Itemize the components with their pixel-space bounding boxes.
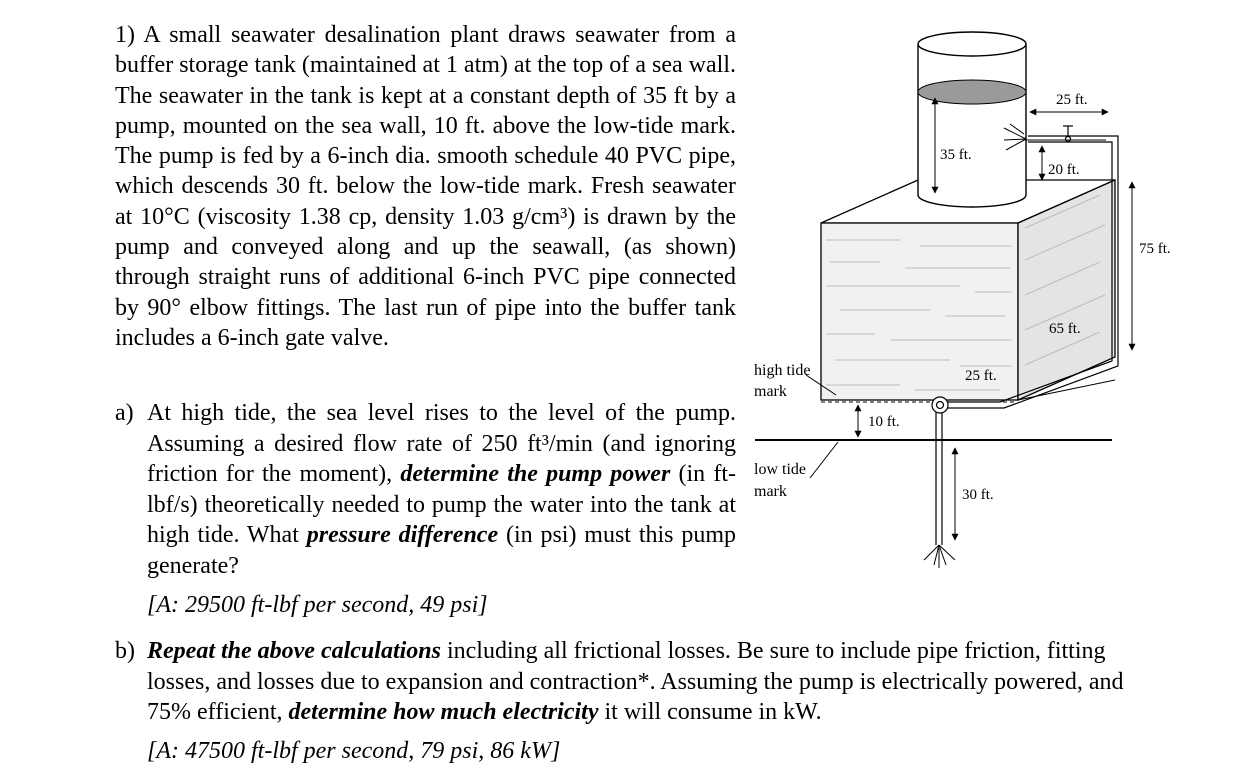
part-b (115, 636, 1145, 728)
buffer-tank (918, 32, 1026, 207)
label-high-tide-1: high tide (754, 362, 811, 379)
label-pump-height: 10 ft. (868, 414, 900, 430)
part-a-text-3: (in psi) must this pump generate? (147, 522, 736, 579)
part-a-label: a) (115, 400, 134, 426)
problem-intro: 1) A small seawater desalination plant draws seawater from a buffer storage tank (maintained at 1 atm) at the top of a sea wall. The seawater in the tank is kept at a constant depth of 35 ft by a pump, mounted on the sea wall, 10 ft. above the low-tide mark. The pump is fed by a 6-inch dia. smooth schedule 40 PVC pipe, which descends 30 ft. below the low-tide mark. Fresh seawater at 10°C (viscosity 1.38 cp, density 1.03 g/cm³) is drawn by the pump and conveyed along and up the seawall, (as shown) through straight runs of additional 6-inch PVC pipe connected by 90° elbow fittings. The last run of pipe into the buffer tank includes a 6-inch gate valve. (115, 22, 736, 351)
part-a-emphasis-pressure: pressure difference (306, 522, 499, 548)
part-a-text-2: (in ft-lbf/s) theoretically needed to pump the water into the tank at high tide. What (147, 461, 736, 548)
label-low-tide-1: low tide (754, 461, 806, 478)
part-a-answer: [A: 29500 ft-lbf per second, 49 psi] (147, 592, 488, 618)
part-b-text (147, 636, 1145, 728)
label-wall-height: 65 ft. (1049, 321, 1081, 337)
part-b-emphasis-electricity: determine how much electricity (288, 699, 599, 726)
seawall-diagram (748, 20, 1238, 580)
part-b-answer: [A: 47500 ft-lbf per second, 79 psi, 86 kW] (147, 738, 561, 764)
part-a-text-1: At high tide, the sea level rises to the level of the pump. Assuming a desired flow rate of 250 ft³/min (and ignoring friction for the moment), (147, 400, 736, 487)
label-top-run: 25 ft. (1056, 92, 1088, 108)
seawall-block (821, 180, 1115, 400)
part-b-text-1: including all frictional losses. Be sure to include pipe friction, fitting losses, and losses due to expansion and contraction*. Assuming the pump is electrically powered, and 75% efficient, (147, 638, 1124, 726)
part-b-text-2: it will consume in kW. (598, 699, 822, 726)
label-bottom-run: 25 ft. (965, 368, 997, 384)
part-b-label: b) (115, 638, 135, 664)
problem-statement (115, 20, 736, 353)
part-b-emphasis-repeat: Repeat the above calculations (147, 638, 441, 664)
label-tank-depth: 35 ft. (940, 147, 972, 163)
part-a-emphasis-pump-power: determine the pump power (400, 461, 671, 487)
part-a-text (147, 398, 736, 581)
part-a (115, 398, 736, 581)
label-riser-short: 20 ft. (1048, 162, 1080, 178)
label-high-tide-2: mark (754, 383, 787, 400)
label-low-tide-2: mark (754, 483, 787, 500)
label-total-height: 75 ft. (1139, 241, 1171, 257)
label-intake-depth: 30 ft. (962, 487, 994, 503)
